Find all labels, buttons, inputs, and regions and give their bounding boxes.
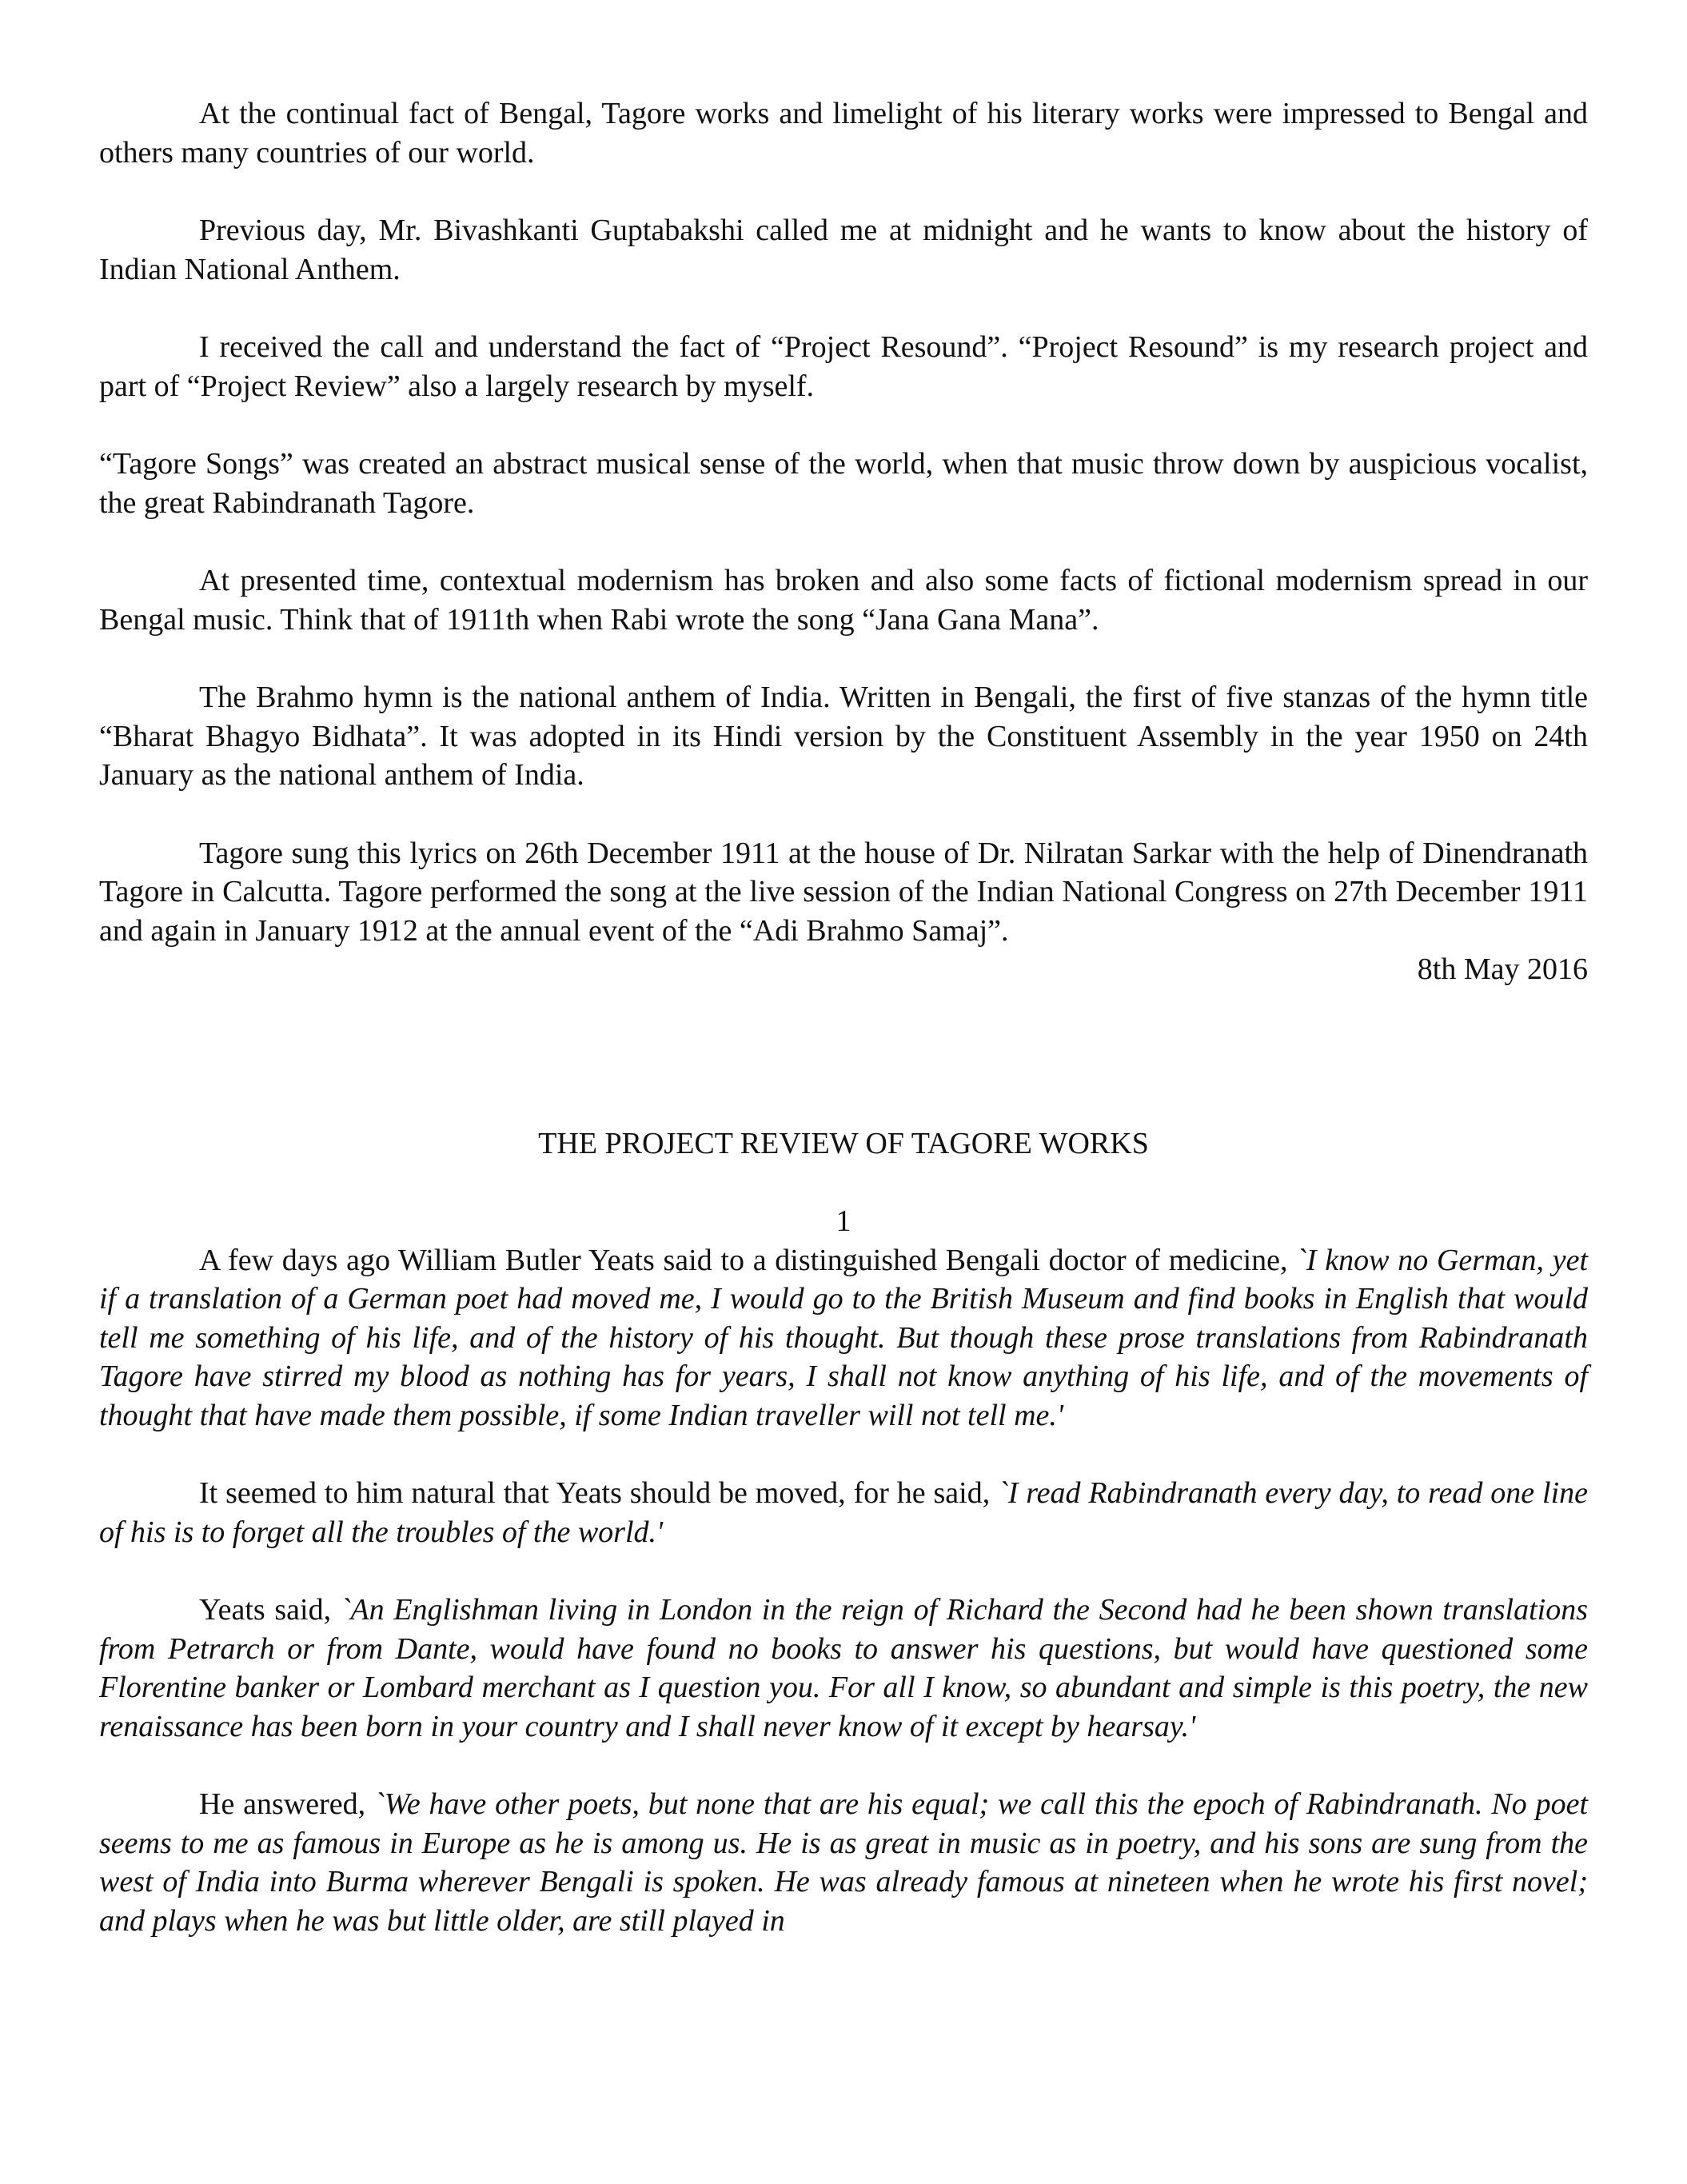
paragraph-yeats-englishman [99,1591,1588,1746]
paragraph-modernism: At presented time, contextual modernism has broken and also some facts of fictional modernism spread in our Bengal music. Think that of 1911th when Rabi wrote the song “Jana Gana Mana”. [99,564,1588,637]
yeats-quote: `An Englishman living in London in the reign of Richard the Second had he been shown translations from Petrarch or from Dante, would have found no books to answer his questions, but would have questioned some Florentine banker or Lombard merchant as I question you. For all I know, so abundant and simple is this poetry, the new renaissance has been born in your country and I shall never know of it except by hearsay.' [99,1593,1588,1743]
paragraph-tagore-songs: “Tagore Songs” was created an abstract musical sense of the world, when that music throw down by auspicious vocalist, the great Rabindranath Tagore. [99,447,1588,520]
paragraph-natural-moved [99,1474,1588,1551]
section-title: THE PROJECT REVIEW OF TAGORE WORKS [538,1126,1149,1160]
paragraph-lead-text: Yeats said, [199,1593,341,1627]
yeats-quote: `I know no German, yet if a translation of a German poet had moved me, I would go to the British Museum and find books in English that would tell me something of his life, and of the history of his thought. But though these prose translations from Rabindranath Tagore have stirred my blood as nothing has for years, I shall not know anything of his life, and of the movements of thought that have made them possible, if some Indian traveller will not tell me.' [99,1243,1589,1432]
paragraph-bengal-works: At the continual fact of Bengal, Tagore works and limelight of his literary works were impressed to Bengal and others many countries of our world. [99,97,1588,170]
paragraph-tagore-sung: Tagore sung this lyrics on 26th December 1911 at the house of Dr. Nilratan Sarkar with the help of Dinendranath Tagore in Calcutta. Tagore performed the song at the live session of the Indian National Congress on 27th December 1911 and again in January 1912 at the annual event of the “Adi Brahmo Samaj”. [99,836,1588,948]
paragraph-lead-text: He answered, [199,1787,374,1821]
paragraph-project-resound: I received the call and understand the fact of “Project Resound”. “Project Resound” is my research project and part of “Project Review” also a largely research by myself. [99,330,1588,403]
doctor-quote: `We have other poets, but none that are his equal; we call this the epoch of Rabindranath. No poet seems to me as famous in Europe as he is among us. He is as great in music as in poetry, and his sons are sung from the west of India into Burma wherever Bengali is spoken. He was already famous at nineteen when he wrote his first novel; and plays when he was but little older, are still played in [99,1787,1589,1938]
document-page [99,94,1588,1940]
document-date: 8th May 2016 [1417,952,1588,986]
paragraph-brahmo-hymn: The Brahmo hymn is the national anthem of India. Written in Bengali, the first of five stanzas of the hymn title “Bharat Bhagyo Bidhata”. It was adopted in its Hindi version by the Constituent Assembly in the year 1950 on 24th January as the national anthem of India. [99,681,1588,792]
paragraph-lead-text: A few days ago William Butler Yeats said to a distinguished Bengali doctor of medicine, [199,1243,1297,1277]
paragraph-he-answered [99,1785,1588,1940]
section-number: 1 [836,1204,851,1238]
paragraph-midnight-call: Previous day, Mr. Bivashkanti Guptabakshi called me at midnight and he wants to know about the history of Indian National Anthem. [99,214,1588,286]
paragraph-yeats-doctor [99,1241,1588,1435]
paragraph-lead-text: It seemed to him natural that Yeats should be moved, for he said, [199,1476,999,1510]
doctor-quote: `I read Rabindranath every day, to read one line of his is to forget all the troubles of the world.' [99,1476,1588,1549]
